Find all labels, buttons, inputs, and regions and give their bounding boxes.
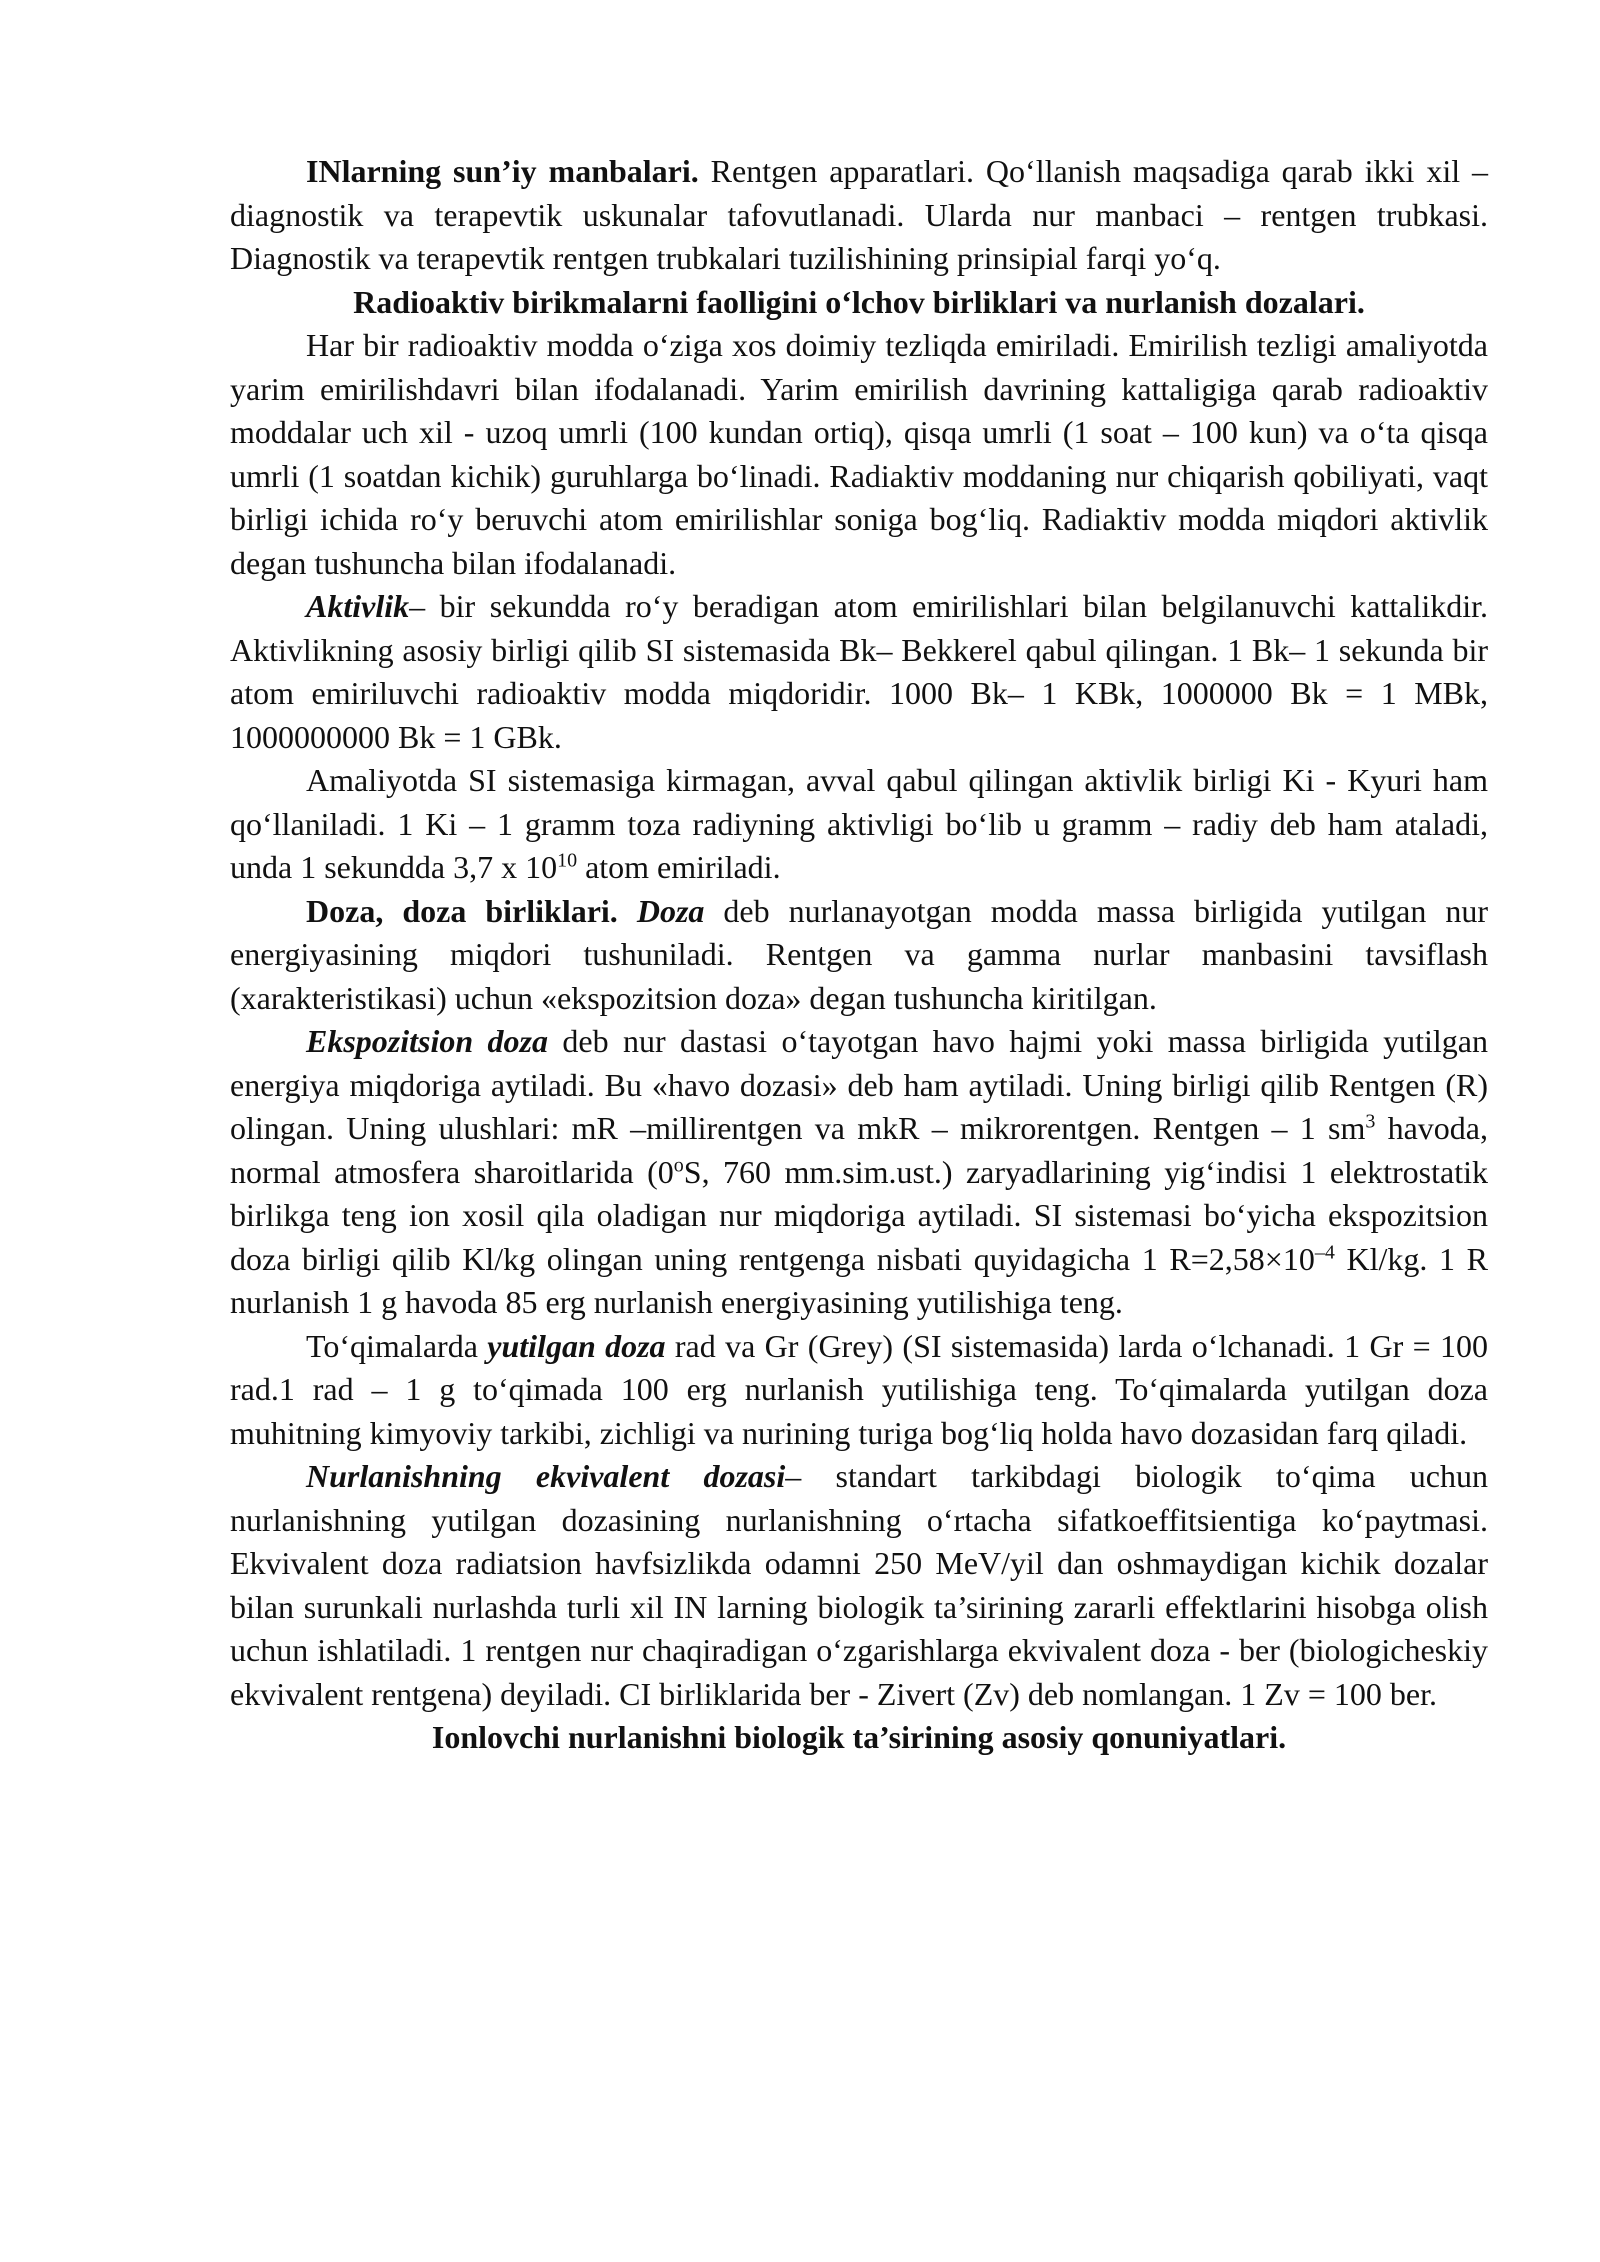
term-activity: Aktivlik xyxy=(306,588,410,624)
heading-activity-units: Radioaktiv birikmalarni faolligini o‘lchov birliklari va nurlanish dozalari. xyxy=(353,283,1365,320)
text-curie-b: atom emiriladi. xyxy=(577,849,781,885)
term-absorbed-dose: yutilgan doza xyxy=(487,1327,666,1364)
term-equivalent-dose: Nurlanishning ekvivalent dozasi xyxy=(306,1458,786,1494)
sup-exposure-3: –4 xyxy=(1314,1240,1335,1263)
paragraph-decay-rate xyxy=(230,324,1488,585)
text-dose: deb nurlanayotgan modda massa birligida yutilgan nur energiyasining miqdori tushuniladi. Rentgen va gamma nurlar manbasini tavsiflash (xarakteristikasi) uchun «ekspozitsion doza» degan tushuncha kiritilgan. xyxy=(230,892,1489,1016)
term-dose: Doza xyxy=(636,892,705,929)
text-exposure-a: deb nur dastasi o‘tayotgan havo hajmi yoki massa birligida yutilgan energiya miqdoriga aytiladi. Bu «havo dozasi» deb ham aytiladi. Uning birligi qilib Rentgen (R) olingan. Uning ulushlari: mR –millirentgen va mkR – mikrorentgen. Rentgen – 1 sm xyxy=(230,1023,1489,1146)
paragraph-artificial-sources xyxy=(230,150,1488,281)
sup-exposure-2: o xyxy=(673,1153,684,1176)
paragraph-exposure-dose xyxy=(230,1020,1488,1325)
text-activity: – bir sekundda ro‘y beradigan atom emirilishlari bilan belgilanuvchi kattalikdir. Aktivlikning asosiy birligi qilib SI sistemasida Bk– Bekkerel qabul qilingan. 1 Bk– 1 sekunda bir atom emiriluvchi radioaktiv modda miqdoridir. 1000 Bk– 1 KBk, 1000000 Bk = 1 MBk, 1000000000 Bk = 1 GBk. xyxy=(230,588,1488,755)
paragraph-absorbed-dose xyxy=(230,1325,1488,1456)
text-decay-rate: Har bir radioaktiv modda o‘ziga xos doimiy tezliqda emiriladi. Emirilish tezligi amaliyotda yarim emirilishdavri bilan ifodalanadi. Yarim emirilish davrining kattaligiga qarab radioaktiv moddalar uch xil - uzoq umrli (100 kundan ortiq), qisqa umrli (1 soat – 100 kun) va o‘ta qisqa umrli (1 soatdan kichik) guruhlarga bo‘linadi. Radiaktiv moddaning nur chiqarish qobiliyati, vaqt birligi ichida ro‘y beruvchi atom emirilishlar soniga bog‘liq. Radiaktiv modda miqdori aktivlik degan tushuncha bilan ifodalanadi. xyxy=(230,327,1488,581)
text-curie-a: Amaliyotda SI sistemasiga kirmagan, avval qabul qilingan aktivlik birligi Ki - Kyuri ham qo‘llaniladi. 1 Ki – 1 gramm toza radiyning aktivligi bo‘lib u gramm – radiy deb ham ataladi, unda 1 sekundda 3,7 x 10 xyxy=(230,762,1488,885)
text-equivalent-dose: – standart tarkibdagi biologik to‘qima uchun nurlanishning yutilgan dozasining nurlanishning o‘rtacha sifatkoeffitsientiga ko‘paytmasi. Ekvivalent doza radiatsion havfsizlikda odamni 250 MeV/yil dan oshmaydigan kichik dozalar bilan surunkali nurlashda turli xil IN larning biologik ta’sirining zararli effektlarini hisobga olish uchun ishlatiladi. 1 rentgen nur chaqiradigan o‘zgarishlarga ekvivalent doza - ber (biologicheskiy ekvivalent rentgena) deyiladi. CI birliklarida ber - Zivert (Zv) deb nomlangan. 1 Zv = 100 ber. xyxy=(230,1458,1489,1712)
lead-artificial-sources: INlarning sun’iy manbalari. xyxy=(306,153,699,189)
heading-biological-effects: Ionlovchi nurlanishni biologik ta’sirining asosiy qonuniyatlari. xyxy=(431,1719,1287,1755)
paragraph-dose xyxy=(230,890,1488,1021)
document-page xyxy=(230,150,1488,1760)
text-exposure-d: Kl/kg. 1 R nurlanish 1 g havoda 85 erg nurlanish energiyasining yutilishiga teng. xyxy=(230,1240,1489,1320)
term-exposure-dose: Ekspozitsion doza xyxy=(306,1023,548,1059)
sup-curie: 10 xyxy=(557,849,578,872)
paragraph-activity xyxy=(230,585,1488,759)
sup-exposure-1: 3 xyxy=(1365,1110,1376,1133)
paragraph-equivalent-dose xyxy=(230,1455,1488,1716)
text-absorbed-a: To‘qimalarda xyxy=(306,1327,488,1364)
text-exposure-b: havoda, normal atmosfera sharoitlarida (0 xyxy=(230,1110,1489,1190)
lead-dose: Doza, doza birliklari. xyxy=(306,892,618,929)
text-absorbed-b: rad va Gr (Grey) (SI sistemasida) larda o‘lchanadi. 1 Gr = 100 rad.1 rad – 1 g to‘qimada 100 erg nurlanish yutilishiga teng. To‘qimalarda yutilgan doza muhitning kimyoviy tarkibi, zichligi va nurining turiga bog‘liq holda havo dozasidan farq qiladi. xyxy=(230,1327,1489,1451)
text-exposure-c: S, 760 mm.sim.ust.) zaryadlarining yig‘indisi 1 elektrostatik birlikga teng ion xosil qila oladigan nur miqdoriga aytiladi. SI sistemasi bo‘yicha ekspozitsion doza birligi qilib Kl/kg olingan uning rentgenga nisbati quyidagicha 1 R=2,58×10 xyxy=(230,1153,1489,1277)
text-artificial-sources: Rentgen apparatlari. Qo‘llanish maqsadiga qarab ikki xil – diagnostik va terapevtik uskunalar tafovutlanadi. Ularda nur manbaci – rentgen trubkasi. Diagnostik va terapevtik rentgen trubkalari tuzilishining prinsipial farqi yo‘q. xyxy=(230,153,1489,276)
paragraph-curie xyxy=(230,759,1488,890)
